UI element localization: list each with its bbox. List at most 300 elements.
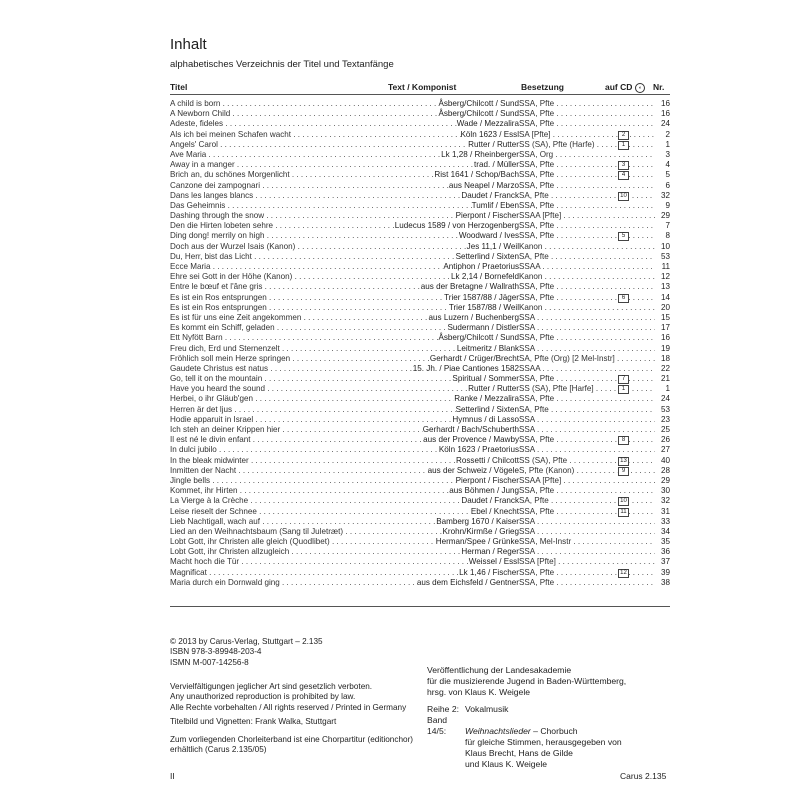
- entry-scoring-cell: [519, 160, 655, 170]
- publication-line: für die musizierende Jugend in Baden-Württemberg,: [427, 676, 627, 686]
- entry-number: 29: [655, 211, 670, 221]
- entry-composer-cell: [170, 405, 519, 415]
- entry-number: 1: [655, 384, 670, 394]
- entry-composer-cell: [170, 333, 519, 343]
- footer-rule: [170, 606, 670, 607]
- entry-title: Away in a manger: [170, 160, 235, 170]
- entry-number: 10: [655, 242, 670, 252]
- entry-composer: Lk 2,14 / Bornefeld: [451, 272, 519, 282]
- entry-scoring-cell: [519, 293, 655, 303]
- contents-row: [170, 456, 670, 466]
- contents-row: [170, 181, 670, 191]
- cd-track-badge: 13: [618, 457, 629, 466]
- entry-title: Entre le bœuf et l'âne gris: [170, 282, 263, 292]
- entry-composer: Lk 1,28 / Rheinberger: [441, 149, 519, 159]
- entry-number: 38: [655, 578, 670, 588]
- entry-number: 33: [655, 517, 670, 527]
- entry-number: 14: [655, 293, 670, 303]
- entry-composer-cell: [170, 476, 519, 486]
- entry-composer-cell: [170, 578, 519, 588]
- entry-scoring-cell: [519, 507, 655, 517]
- entry-number: 20: [655, 303, 670, 313]
- entry-title: Den die Hirten lobeten sehre: [170, 221, 274, 231]
- entry-scoring-cell: [519, 201, 655, 211]
- entry-composer: Hymnus / di Lasso: [452, 414, 519, 424]
- entry-composer: Daudet / Franck: [461, 190, 519, 200]
- contents-row: [170, 486, 670, 496]
- entry-composer: Bamberg 1670 / Kaiser: [436, 516, 519, 526]
- entry-number: 28: [655, 466, 670, 476]
- entry-title: Inmitten der Nacht: [170, 465, 237, 475]
- publication-line: hrsg. von Klaus K. Weigele: [427, 687, 531, 697]
- entry-scoring-cell: [519, 405, 655, 415]
- contents-row: [170, 201, 670, 211]
- entry-composer-cell: [170, 517, 519, 527]
- contents-row: [170, 476, 670, 486]
- contents-row: [170, 578, 670, 588]
- entry-scoring-cell: [519, 344, 655, 354]
- entry-scoring-cell: [519, 445, 655, 455]
- entry-scoring-cell: [519, 109, 655, 119]
- page-number: II: [170, 771, 175, 781]
- entry-composer: Weissel / Essl: [468, 557, 519, 567]
- cd-track-badge: 3: [618, 161, 629, 170]
- entry-title: Ave Maria: [170, 149, 207, 159]
- entry-scoring-cell: [519, 527, 655, 537]
- entry-composer: Sudermann / Distler: [447, 323, 519, 333]
- entry-title: Leise rieselt der Schnee: [170, 506, 257, 516]
- entry-title: Lied an den Weihnachtsbaum (Sang til Juletræt): [170, 526, 344, 536]
- entry-number: 40: [655, 456, 670, 466]
- entry-composer-cell: [170, 150, 519, 160]
- entry-title: Adeste, fideles: [170, 119, 224, 129]
- choir-note-line: Zum vorliegenden Chorleiterband ist eine Chorpartitur (editionchor): [170, 735, 414, 744]
- entry-scoring-cell: [519, 547, 655, 557]
- contents-row: [170, 517, 670, 527]
- contents-row: [170, 293, 670, 303]
- entry-scoring: SSA, Pfte: [519, 160, 555, 170]
- rights-block: [170, 682, 406, 713]
- entry-composer: Rist 1641 / Schop/Bach: [434, 170, 519, 180]
- entry-title: Kommet, ihr Hirten: [170, 486, 238, 496]
- entry-composer-cell: [170, 99, 519, 109]
- page-subtitle: alphabetisches Verzeichnis der Titel und Textanfänge: [170, 59, 394, 70]
- cd-track-badge: 11: [618, 508, 629, 517]
- entry-composer: Setterlind / Sixten: [455, 404, 519, 414]
- entry-composer-cell: [170, 130, 519, 140]
- entry-title: Ehre sei Gott in der Höhe (Kanon): [170, 272, 293, 282]
- entry-composer-cell: [170, 242, 519, 252]
- series-value: Vokalmusik: [465, 704, 509, 714]
- contents-row: [170, 313, 670, 323]
- entry-composer: Åsberg/Chilcott / Sund: [438, 99, 519, 108]
- entry-scoring: SSA: [519, 312, 535, 322]
- entry-scoring: SSAA: [519, 363, 541, 373]
- entry-scoring-cell: [519, 211, 655, 221]
- entry-scoring-cell: [519, 568, 655, 578]
- entry-number: 53: [655, 252, 670, 262]
- entry-title: Gaudete Christus est natus: [170, 363, 269, 373]
- contents-row: [170, 466, 670, 476]
- entry-number: 16: [655, 333, 670, 343]
- entry-composer: Köln 1623 / Essl: [460, 129, 519, 139]
- contents-row: [170, 109, 670, 119]
- entry-title: Lobt Gott, ihr Christen allzugleich: [170, 547, 290, 557]
- entry-scoring-cell: [519, 496, 655, 506]
- entry-scoring: SSAA [Pfte]: [519, 211, 562, 221]
- entry-scoring-cell: [519, 119, 655, 129]
- volume-line: für gleiche Stimmen, herausgegeben von: [465, 737, 622, 747]
- entry-composer-cell: [170, 445, 519, 455]
- cd-icon: ◐: [635, 83, 645, 93]
- entry-scoring-cell: [519, 394, 655, 404]
- contents-row: [170, 262, 670, 272]
- entry-composer: Krohn/Kirmße / Grieg: [442, 526, 519, 536]
- contents-row: [170, 405, 670, 415]
- entry-title: Canzone dei zampognari: [170, 180, 260, 190]
- entry-number: 23: [655, 415, 670, 425]
- entry-number: 8: [655, 231, 670, 241]
- entry-scoring-cell: [519, 313, 655, 323]
- publication-line: Veröffentlichung der Landesakademie: [427, 665, 572, 675]
- contents-row: [170, 231, 670, 241]
- volume-line: Klaus Brecht, Hans de Gilde: [465, 748, 573, 758]
- choir-note-line: erhältlich (Carus 2.135/05): [170, 745, 267, 755]
- entry-scoring: SSA, Pfte: [519, 486, 555, 496]
- rights-line: Any unauthorized reproduction is prohibited by law.: [170, 692, 356, 702]
- cd-track-badge: 6: [618, 294, 629, 303]
- contents-row: [170, 99, 670, 109]
- entry-title: Fröhlich soll mein Herze springen: [170, 353, 291, 363]
- entry-title: Das Geheimnis: [170, 200, 226, 210]
- entry-composer: Trier 1587/88 / Weil: [448, 302, 519, 312]
- contents-row: [170, 323, 670, 333]
- entry-title: Es ist ein Ros entsprungen: [170, 302, 267, 312]
- entry-number: 22: [655, 364, 670, 374]
- contents-row: [170, 394, 670, 404]
- entry-title: Brich an, du schönes Morgenlicht: [170, 170, 290, 180]
- contents-row: [170, 221, 670, 231]
- entry-composer: Åsberg/Chilcott / Sund: [438, 333, 519, 343]
- entry-title: Du, Herr, bist das Licht: [170, 251, 252, 261]
- entry-number: 21: [655, 374, 670, 384]
- cd-track-badge: 8: [618, 436, 629, 445]
- entry-scoring-cell: [519, 384, 655, 394]
- entry-number: 24: [655, 394, 670, 404]
- entry-composer: aus der Provence / Mawby: [423, 435, 519, 445]
- entry-scoring: SSA: [519, 323, 535, 333]
- entry-scoring: SSA, Pfte: [519, 99, 555, 108]
- entry-title: Maria durch ein Dornwald ging: [170, 577, 280, 587]
- entry-composer-cell: [170, 527, 519, 537]
- entry-title: Il est né le divin enfant: [170, 435, 251, 445]
- entry-composer: Gerhardt / Crüger/Brecht: [429, 353, 519, 363]
- entry-number: 53: [655, 405, 670, 415]
- entry-number: 1: [655, 140, 670, 150]
- entry-composer: Rutter / Rutter: [468, 139, 519, 149]
- entry-scoring-cell: [519, 323, 655, 333]
- entry-composer-cell: [170, 119, 519, 129]
- entry-scoring-cell: [519, 181, 655, 191]
- entry-scoring: SSA, Pfte: [519, 170, 555, 180]
- entry-title: Lobt Gott, ihr Christen alle gleich (Quodlibet): [170, 537, 330, 547]
- entry-composer: Jes 11,1 / Weil: [466, 241, 519, 251]
- entry-composer-cell: [170, 201, 519, 211]
- entry-number: 9: [655, 201, 670, 211]
- entry-scoring: SSA, Pfte: [519, 333, 555, 343]
- cd-track-badge: 10: [618, 497, 629, 506]
- volume-subtitle: – Chorbuch: [530, 726, 578, 736]
- rights-line: Alle Rechte vorbehalten / All rights reserved / Printed in Germany: [170, 702, 407, 712]
- entry-scoring-cell: [519, 374, 655, 384]
- entry-scoring-cell: [519, 170, 655, 180]
- entry-scoring: SSAA: [519, 262, 541, 271]
- contents-row: [170, 496, 670, 506]
- contents-row: [170, 170, 670, 180]
- entry-composer-cell: [170, 557, 519, 567]
- entry-composer-cell: [170, 415, 519, 425]
- volume-title: Weihnachtslieder: [465, 726, 531, 736]
- entry-scoring: SSA, Pfte: [519, 292, 555, 302]
- entry-scoring: SSA: [519, 526, 535, 536]
- entry-number: 36: [655, 547, 670, 557]
- entry-composer-cell: [170, 384, 519, 394]
- entry-number: 34: [655, 527, 670, 537]
- entry-scoring-cell: [519, 476, 655, 486]
- entry-composer-cell: [170, 140, 519, 150]
- entry-scoring: SSA: [519, 445, 535, 455]
- entry-number: 5: [655, 170, 670, 180]
- entry-composer: Rutter / Rutter: [468, 384, 519, 394]
- header-rule: [170, 94, 670, 95]
- entry-composer-cell: [170, 252, 519, 262]
- entry-composer-cell: [170, 456, 519, 466]
- entry-scoring: Kanon: [519, 241, 543, 251]
- entry-title: Macht hoch die Tür: [170, 557, 240, 567]
- entry-scoring: SSA, Pfte: [519, 435, 555, 445]
- publication-block: [427, 665, 626, 698]
- entry-composer-cell: [170, 272, 519, 282]
- entry-title: Go, tell it on the mountain: [170, 374, 263, 384]
- volume-label: Band 14/5:: [427, 715, 448, 736]
- contents-row: [170, 140, 670, 150]
- entry-number: 15: [655, 313, 670, 323]
- entry-title: A Newborn Child: [170, 109, 231, 119]
- entry-number: 35: [655, 537, 670, 547]
- entry-title: Es ist ein Ros entsprungen: [170, 292, 267, 302]
- contents-row: [170, 374, 670, 384]
- entry-composer: Herman / Reger: [461, 547, 519, 557]
- entry-composer-cell: [170, 425, 519, 435]
- entry-scoring-cell: [519, 130, 655, 140]
- entry-scoring: SSA, Pfte: [519, 231, 555, 241]
- entry-composer: Rossetti / Chilcott: [456, 455, 519, 465]
- entry-composer: Tumlif / Eben: [471, 200, 519, 210]
- contents-row: [170, 527, 670, 537]
- contents-row: [170, 150, 670, 160]
- entry-number: 4: [655, 160, 670, 170]
- entry-scoring-cell: [519, 435, 655, 445]
- entry-composer: aus Böhmen / Jung: [449, 486, 519, 496]
- contents-row: [170, 364, 670, 374]
- cd-track-badge: 1: [618, 141, 629, 150]
- copyright-block: [170, 637, 323, 668]
- entry-scoring: SA, Pfte: [519, 251, 549, 261]
- contents-row: [170, 547, 670, 557]
- entry-composer: Åsberg/Chilcott / Sund: [438, 109, 519, 119]
- contents-row: [170, 344, 670, 354]
- cd-track-badge: 2: [618, 131, 629, 140]
- entry-scoring: SSA, Pfte: [519, 374, 555, 384]
- contents-row: [170, 435, 670, 445]
- entry-scoring: S, Pfte (Kanon): [519, 465, 575, 475]
- entry-number: 16: [655, 109, 670, 119]
- entry-title: Ich steh an deiner Krippen hier: [170, 425, 281, 434]
- volume-line: und Klaus K. Weigele: [465, 759, 548, 769]
- ismn-line: ISMN M-007-14256-8: [170, 657, 249, 667]
- contents-row: [170, 119, 670, 129]
- entry-composer: aus Luzern / Buchenberg: [428, 312, 519, 322]
- entry-scoring-cell: [519, 252, 655, 262]
- entry-title: Herbei, o ihr Gläub'gen: [170, 394, 253, 404]
- entry-scoring: SSA [Pfte]: [519, 557, 556, 567]
- entry-scoring: SS (SA), Pfte [Harfe]: [519, 384, 594, 394]
- entry-composer-cell: [170, 313, 519, 323]
- entry-number: 18: [655, 354, 670, 364]
- entry-composer: aus der Bretagne / Wallrath: [420, 282, 519, 292]
- entry-scoring: SSA: [519, 516, 535, 526]
- entry-title: Lieb Nachtigall, wach auf: [170, 516, 260, 526]
- entry-composer-cell: [170, 547, 519, 557]
- entry-scoring: SSA, Pfte: [519, 577, 555, 587]
- entry-scoring: SSA, Pfte: [519, 180, 555, 190]
- entry-composer: Antiphon / Praetorius: [443, 262, 519, 271]
- entry-scoring: SSAA [Pfte]: [519, 475, 562, 485]
- entry-number: 25: [655, 425, 670, 435]
- contents-row: [170, 282, 670, 292]
- entry-scoring: SSA: [519, 343, 535, 353]
- contents-row: [170, 354, 670, 364]
- entry-title: In the bleak midwinter: [170, 455, 249, 465]
- entry-title: Als ich bei meinen Schafen wacht: [170, 129, 292, 139]
- entry-composer: Daudet / Franck: [461, 496, 519, 506]
- contents-row: [170, 130, 670, 140]
- entry-number: 37: [655, 557, 670, 567]
- entry-composer-cell: [170, 191, 519, 201]
- entry-composer-cell: [170, 496, 519, 506]
- entry-number: 29: [655, 476, 670, 486]
- entry-scoring-cell: [519, 150, 655, 160]
- contents-row: [170, 211, 670, 221]
- entry-scoring-cell: [519, 191, 655, 201]
- entry-composer: 15. Jh. / Piae Cantiones 1582: [412, 363, 519, 373]
- entry-scoring-cell: [519, 415, 655, 425]
- contents-row: [170, 568, 670, 578]
- entry-scoring-cell: [519, 140, 655, 150]
- credits-line: Titelbild und Vignetten: Frank Walka, Stuttgart: [170, 717, 337, 726]
- rights-line: Vervielfältigungen jeglicher Art sind gesetzlich verboten.: [170, 682, 373, 691]
- entry-composer: Lk 1,46 / Fischer: [459, 567, 519, 577]
- entry-scoring: SSA: [519, 425, 535, 434]
- entry-number: 7: [655, 221, 670, 231]
- entry-title: Angels' Carol: [170, 139, 218, 149]
- entry-number: 32: [655, 496, 670, 506]
- cd-track-badge: 9: [618, 467, 629, 476]
- entry-scoring: SSA, Pfte: [519, 506, 555, 516]
- entry-title: Hodie apparuit in Israel: [170, 414, 254, 424]
- cd-track-badge: 12: [618, 569, 629, 578]
- entry-number: 17: [655, 323, 670, 333]
- entry-composer-cell: [170, 293, 519, 303]
- column-header-text-composer: Text / Komponist: [388, 82, 457, 92]
- contents-row: [170, 303, 670, 313]
- entry-composer-cell: [170, 354, 519, 364]
- entry-number: 13: [655, 282, 670, 292]
- entry-composer-cell: [170, 364, 519, 374]
- entry-scoring-cell: [519, 537, 655, 547]
- entry-scoring-cell: [519, 231, 655, 241]
- entry-title: Magnificat: [170, 567, 207, 577]
- entry-number: 6: [655, 181, 670, 191]
- entry-scoring: SSA, Pfte: [519, 567, 555, 577]
- entry-composer-cell: [170, 181, 519, 191]
- entry-scoring-cell: [519, 364, 655, 374]
- entry-composer: Leitmeritz / Blank: [456, 343, 519, 353]
- entry-composer: Ebel / Knecht: [470, 506, 519, 516]
- cd-track-badge: 5: [618, 232, 629, 241]
- entry-scoring: SSA, Pfte: [519, 394, 555, 404]
- entry-number: 26: [655, 435, 670, 445]
- entry-composer: Trier 1587/88 / Jäger: [444, 292, 519, 302]
- entry-composer-cell: [170, 221, 519, 231]
- entry-scoring: Kanon: [519, 302, 543, 312]
- entry-title: Dashing through the snow: [170, 211, 265, 221]
- entry-number: 30: [655, 486, 670, 496]
- entry-scoring: SA, Pfte: [519, 496, 549, 506]
- entry-scoring-cell: [519, 262, 655, 272]
- contents-row: [170, 333, 670, 343]
- entry-title: Es ist für uns eine Zeit angekommen: [170, 312, 302, 322]
- entry-composer: Spiritual / Sommer: [452, 374, 519, 384]
- entry-composer-cell: [170, 466, 519, 476]
- entry-scoring-cell: [519, 456, 655, 466]
- entry-scoring-cell: [519, 282, 655, 292]
- entry-composer-cell: [170, 374, 519, 384]
- contents-row: [170, 160, 670, 170]
- cd-track-badge: 4: [618, 171, 629, 180]
- entry-title: Doch aus der Wurzel Isais (Kanon): [170, 241, 296, 251]
- cd-track-badge: 10: [618, 192, 629, 201]
- entry-scoring-cell: [519, 486, 655, 496]
- cd-track-badge: 1: [618, 385, 629, 394]
- entry-title: Jingle bells: [170, 475, 211, 485]
- entry-title: Ett Nyfött Barn: [170, 333, 223, 343]
- entry-title: La Vierge à la Crèche: [170, 496, 249, 506]
- contents-row: [170, 191, 670, 201]
- entry-scoring-cell: [519, 221, 655, 231]
- column-header-cd: [605, 82, 645, 93]
- entry-composer-cell: [170, 435, 519, 445]
- entry-scoring: SA, Pfte: [519, 404, 549, 414]
- entry-composer: Pierpont / Fischer: [455, 475, 519, 485]
- entry-number: 16: [655, 99, 670, 109]
- entry-composer-cell: [170, 537, 519, 547]
- entry-composer: Wade / Mezzalira: [456, 119, 519, 129]
- entry-composer: aus dem Eichsfeld / Gentner: [416, 577, 519, 587]
- entry-scoring-cell: [519, 99, 655, 109]
- entry-composer: aus der Schweiz / Vögele: [427, 465, 519, 475]
- entry-composer: Pierpont / Fischer: [455, 211, 519, 221]
